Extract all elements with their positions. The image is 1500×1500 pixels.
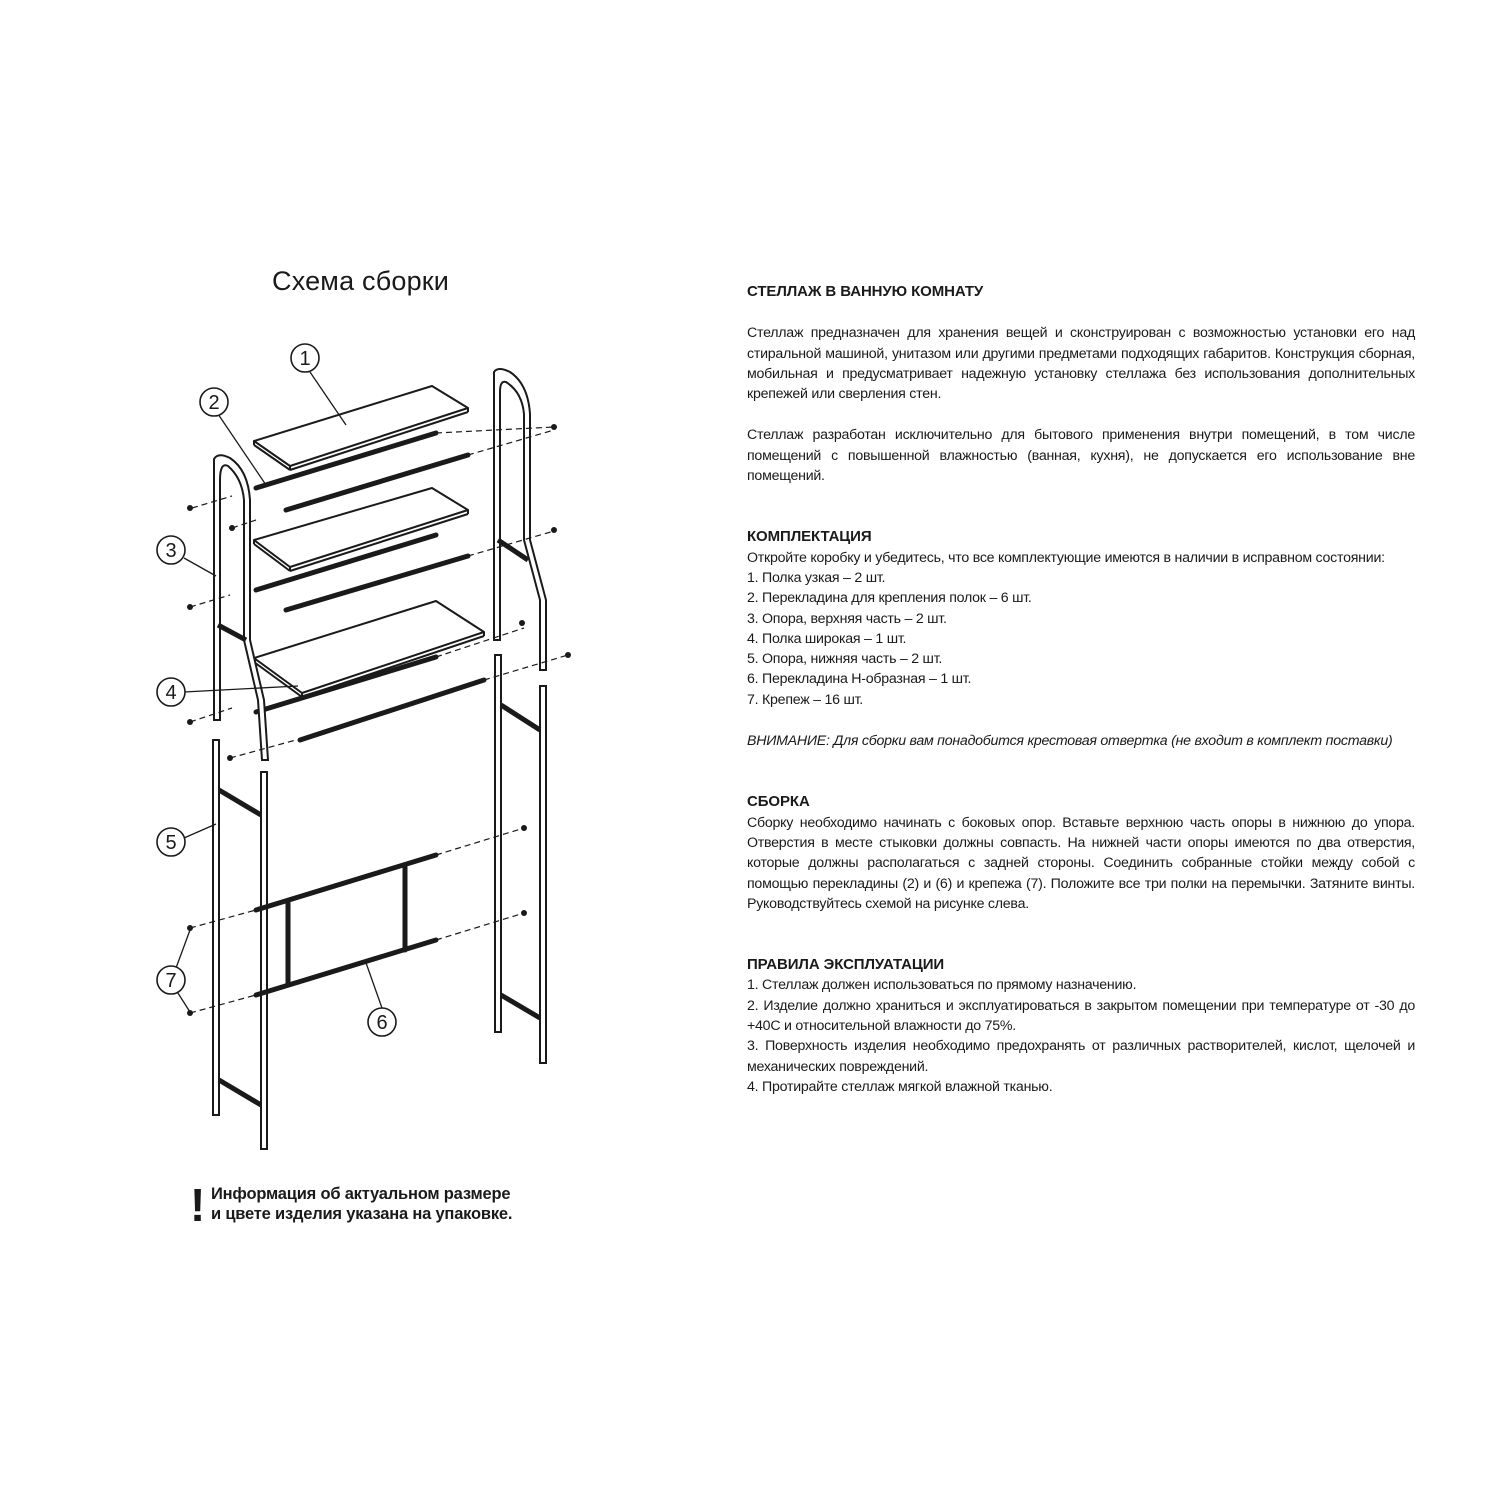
callout-1-label: 1: [299, 348, 311, 370]
callout-6-label: 6: [376, 1012, 388, 1034]
lower-support-left-back: [261, 772, 267, 1149]
callout-4-label: 4: [165, 682, 177, 704]
lower-support-right-front: [495, 655, 501, 1032]
intro-paragraph-2: Стеллаж разработан исключительно для бытового применения внутри помещений, в том числе помещений с повышенной влажностью (ванная, кухня), не допускается его использование вне помещений.: [747, 427, 1415, 485]
screw: [229, 525, 235, 531]
kit-lead: Откройте коробку и убедитесь, что все комплектующие имеются в наличии в исправном состоянии:: [747, 549, 1385, 566]
screw: [187, 505, 193, 511]
screw: [521, 825, 527, 831]
list-item: 3. Поверхность изделия необходимо предохранять от различных растворителей, кислот, щелочей и механических повреждений.: [747, 1038, 1415, 1075]
screw: [551, 527, 557, 533]
callout-5-label: 5: [165, 832, 177, 854]
warning-note: [190, 1179, 590, 1231]
screw: [551, 424, 557, 430]
h-crossbar-bottom: [256, 940, 436, 995]
screw: [227, 755, 233, 761]
callout-7-label: 7: [165, 970, 177, 992]
lower-support-left-front: [213, 740, 219, 1115]
screw: [187, 604, 193, 610]
assembly-heading: СБОРКА: [747, 793, 810, 811]
kit-note: ВНИМАНИЕ: Для сборки вам понадобится крестовая отвертка (не входит в комплект поставки): [747, 733, 1393, 750]
screw: [521, 910, 527, 916]
lower-support-right-back: [540, 686, 546, 1063]
list-item: 6. Перекладина Н-образная – 1 шт.: [747, 671, 972, 688]
upper-support-left: [214, 455, 268, 760]
assembly-text: Сборку необходимо начинать с боковых опор. Вставьте верхнюю часть опоры в нижнюю до упора. Отверстия в месте стыковки должны совпасть. На нижней части опоры имеются по два отверстия, которые должны располагаться с задней стороны. Соединить собранные стойки между собой с помощью перекладины (2) и (6) и крепежа (7). Положите все три полки на перемычки. Затяните винты. Руководствуйтесь схемой на рисунке слева.: [747, 814, 1415, 912]
screw: [565, 652, 571, 658]
assembly-diagram: [140, 330, 620, 1170]
document-title: СТЕЛЛАЖ В ВАННУЮ КОМНАТУ: [747, 283, 984, 300]
kit-heading: КОМПЛЕКТАЦИЯ: [747, 528, 872, 546]
diagram-title: Схема сборки: [272, 266, 450, 296]
list-item: 2. Изделие должно храниться и эксплуатироваться в закрытом помещении при температуре от -30 до +40С и относительной влажности до 75%.: [747, 997, 1415, 1035]
list-item: 1. Стеллаж должен использоваться по прямому назначению.: [747, 977, 1137, 994]
warning-line-2: и цвете изделия указана на упаковке.: [211, 1205, 513, 1223]
shelf-narrow-middle: [254, 488, 468, 567]
h-crossbar-top: [256, 855, 436, 910]
list-item: 1. Полка узкая – 2 шт.: [747, 569, 886, 586]
list-item: 7. Крепеж – 16 шт.: [747, 691, 863, 708]
screw: [187, 719, 193, 725]
warning-line-1: Информация об актуальном размере: [211, 1185, 511, 1203]
screw: [519, 620, 525, 626]
list-item: 2. Перекладина для крепления полок – 6 шт.: [747, 590, 1032, 607]
intro-paragraph-1: Стеллаж предназначен для хранения вещей и сконструирован с возможностью установки его над стиральной машиной, унитазом или другими предметами подходящих габаритов. Конструкция сборная, мобильная и предусматривает надежную установку стеллажа без использования дополнительных крепежей или сверления стен.: [747, 325, 1415, 403]
list-item: 3. Опора, верхняя часть – 2 шт.: [747, 610, 947, 627]
exclamation-icon: !: [190, 1179, 206, 1231]
kit-list: [747, 568, 1415, 710]
list-item: 5. Опора, нижняя часть – 2 шт.: [747, 651, 943, 668]
callout-2-label: 2: [208, 392, 220, 414]
list-item: 4. Протирайте стеллаж мягкой влажной тканью.: [747, 1078, 1053, 1095]
callout-3-label: 3: [165, 540, 177, 562]
list-item: 4. Полка широкая – 1 шт.: [747, 630, 907, 647]
instructions-column: [747, 282, 1415, 1097]
rules-heading: ПРАВИЛА ЭКСПЛУАТАЦИИ: [747, 956, 945, 974]
